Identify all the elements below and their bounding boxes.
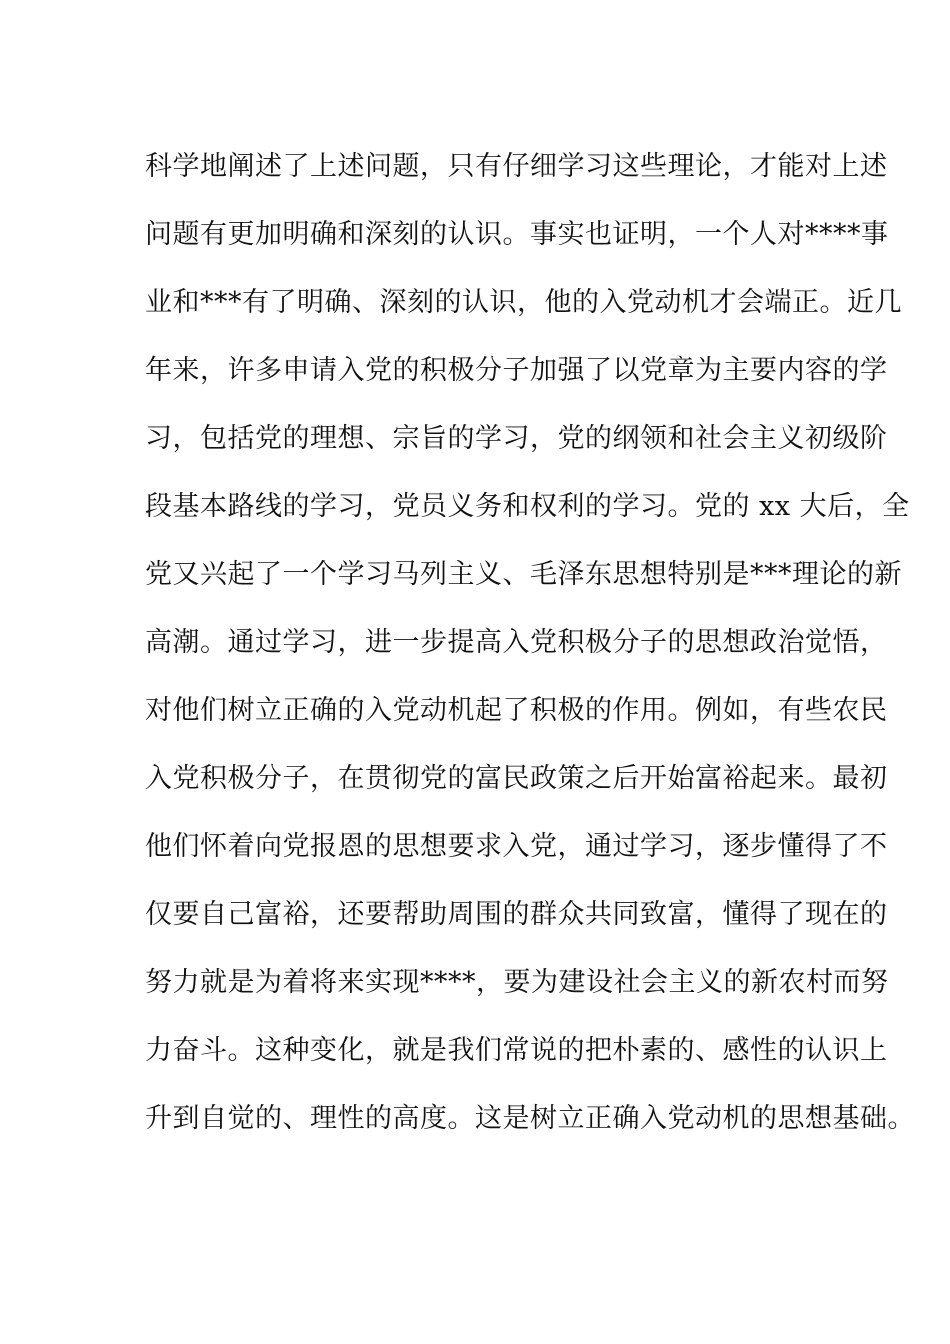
- text-line-4: 年来，许多申请入党的积极分子加强了以党章为主要内容的学: [145, 355, 888, 386]
- text-line-9: 对他们树立正确的入党动机起了积极的作用。例如，有些农民: [145, 695, 888, 726]
- text-line-2: 问题有更加明确和深刻的认识。事实也证明，一个人对****事: [145, 219, 889, 250]
- text-line-1: 科学地阐述了上述问题，只有仔细学习这些理论，才能对上述: [145, 151, 888, 182]
- text-line-15: 升到自觉的、理性的高度。这是树立正确入党动机的思想基础。: [145, 1103, 915, 1134]
- text-line-13: 努力就是为着将来实现****，要为建设社会主义的新农村而努: [145, 967, 889, 998]
- text-line-12: 仅要自己富裕，还要帮助周围的群众共同致富，懂得了现在的: [145, 899, 888, 930]
- body-text: [145, 133, 915, 1153]
- text-line-6: 段基本路线的学习，党员义务和权利的学习。党的 xx 大后，全: [145, 491, 910, 522]
- text-line-7: 党又兴起了一个学习马列主义、毛泽东思想特别是***理论的新: [145, 559, 902, 590]
- text-line-10: 入党积极分子，在贯彻党的富民政策之后开始富裕起来。最初: [145, 763, 888, 794]
- text-line-3: 业和***有了明确、深刻的认识，他的入党动机才会端正。近几: [145, 287, 902, 318]
- text-line-5: 习，包括党的理想、宗旨的学习，党的纲领和社会主义初级阶: [145, 423, 888, 454]
- text-line-8: 高潮。通过学习，进一步提高入党积极分子的思想政治觉悟，: [145, 627, 888, 658]
- text-line-14: 力奋斗。这种变化，就是我们常说的把朴素的、感性的认识上: [145, 1035, 888, 1066]
- text-line-11: 他们怀着向党报恩的思想要求入党，通过学习，逐步懂得了不: [145, 831, 888, 862]
